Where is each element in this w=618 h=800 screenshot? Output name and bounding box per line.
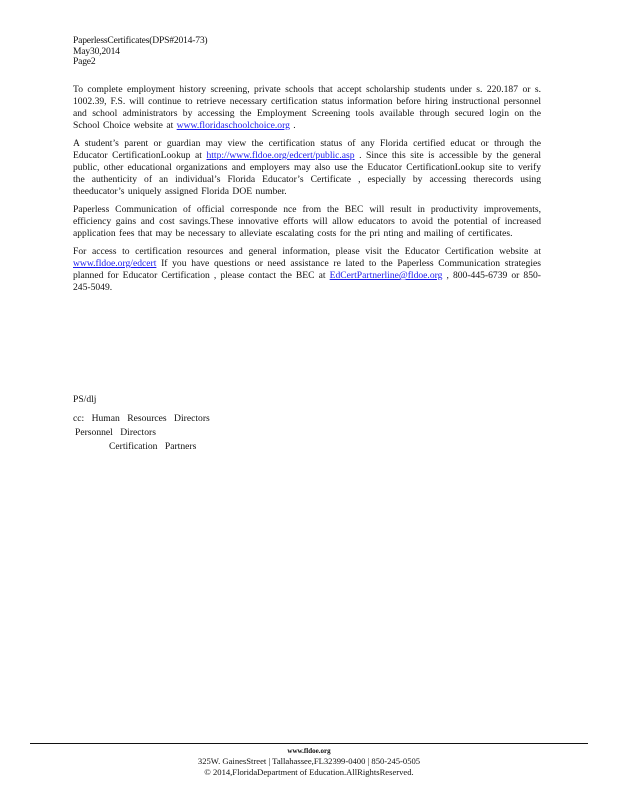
footer-address: 325W. GainesStreet | Tallahassee,FL32399-0400 | 850-245-0505 xyxy=(197,756,421,766)
cc-line-personnel: Personnel Directors xyxy=(75,427,156,438)
paragraph-text: If you have questions or need assistance re lated to the Paperless Communication strategies planned for Educator Certification , please contact the BEC at xyxy=(73,258,541,281)
page-footer xyxy=(0,747,618,778)
school-choice-link[interactable]: www.floridaschoolchoice.org xyxy=(176,120,290,131)
paragraph-text: . xyxy=(289,120,296,131)
header-date: May30,2014 xyxy=(73,45,120,57)
paragraph-text: For access to certification resources and general information, please visit the Educator Certification website at xyxy=(73,246,541,257)
paragraph-text: , 800-445-6739 or 850-245-5049. xyxy=(73,270,541,293)
cc-line-certification: Certification Partners xyxy=(109,441,197,452)
header-page-number: Page2 xyxy=(73,56,96,67)
footer-copyright: © 2014,FloridaDepartment of Education.AllRightsReserved. xyxy=(204,767,414,777)
paragraph-text: . Since this site is accessible by the general public, other educational organizations and employers may also use the Educator CertificationLookup site to verify the authenticity of an individual’s Florida Educator’s Certificate , especially by accessing therecords using theeducator’s uniquely assigned Florida DOE number. xyxy=(73,150,542,197)
letter-body xyxy=(73,84,541,300)
footer-website[interactable]: www.fldoe.org xyxy=(287,747,331,755)
paragraph-text: To complete employment history screening, private schools that accept scholarship students under s. 220.187 or s. 1002.39, F.S. will continue to retrieve necessary certification status information before hiring instructional personnel and school administrators by accessing the Employment Screening tools available through secured login on the School Choice website at xyxy=(73,84,541,131)
signature-initials: PS/dlj xyxy=(73,394,97,405)
cc-list xyxy=(73,412,210,454)
cc-line-human-resources: cc: Human Resources Directors xyxy=(73,413,210,424)
certification-lookup-link[interactable]: http://www.fldoe.org/edcert/public.asp xyxy=(206,150,355,161)
header-title: PaperlessCertificates(DPS#2014-73) xyxy=(73,35,208,46)
letter-header xyxy=(73,36,207,68)
paragraph-text: A student’s parent or guardian may view the certification status of any Florida certified educat or through the Educator CertificationLookup at xyxy=(73,138,541,161)
edcert-website-link[interactable]: www.fldoe.org/edcert xyxy=(73,258,157,269)
paragraph-certification-lookup xyxy=(73,138,541,198)
paragraph-text: Paperless Communication of official corresponde nce from the BEC will result in productivity improvements, efficiency gains and cost savings.These innovative efforts will allow educators to avoid the potential of increased application fees that may be necessary to alleviate escalating costs for the pri nting and mailing of certificates. xyxy=(73,204,541,239)
footer-divider xyxy=(30,743,588,744)
paragraph-paperless-communication xyxy=(73,204,541,240)
paragraph-employment-screening xyxy=(73,84,541,132)
partnerline-email-link[interactable]: EdCertPartnerline@fldoe.org xyxy=(329,270,443,281)
paragraph-contact-info xyxy=(73,246,541,294)
